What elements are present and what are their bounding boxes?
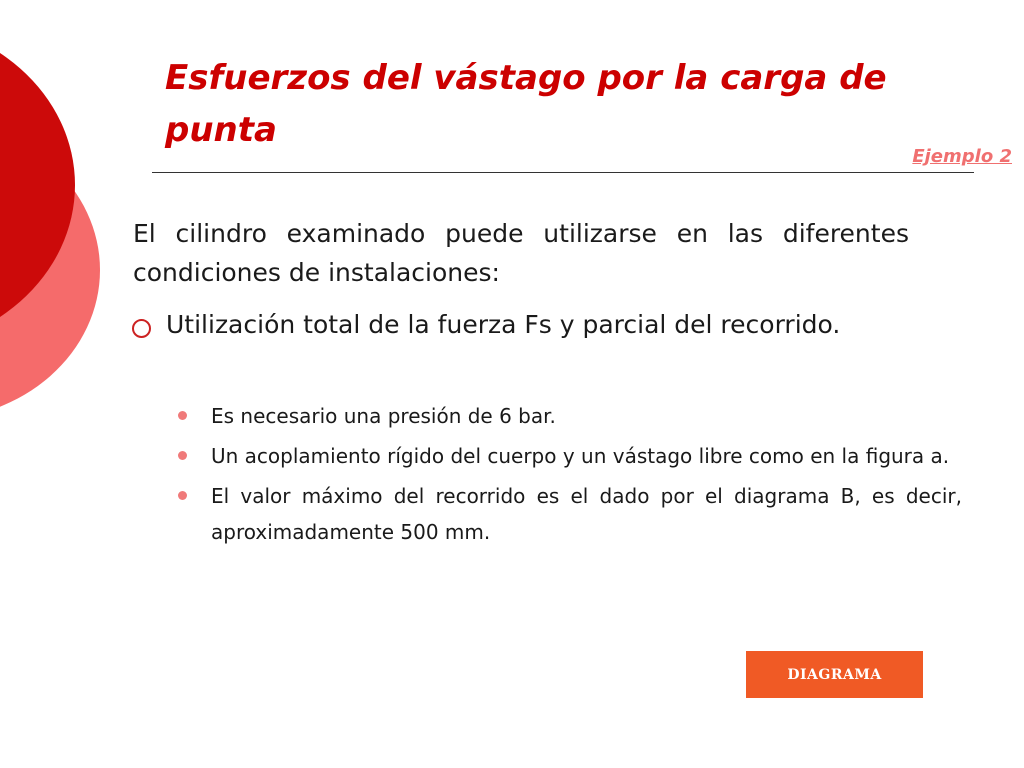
sub-bullet-text: Es necesario una presión de 6 bar.	[211, 404, 556, 428]
ring-bullet-icon	[132, 319, 151, 338]
dot-bullet-icon	[178, 491, 187, 500]
diagrama-button[interactable]: DIAGRAMA	[746, 651, 923, 698]
slide-title: Esfuerzos del vástago por la carga de punta	[165, 58, 887, 150]
sub-bullet-item	[178, 398, 962, 434]
bullet-text: Utilización total de la fuerza Fs y parcial del recorrido.	[166, 310, 841, 339]
sub-bullet-text: El valor máximo del recorrido es el dado por el diagrama B, es decir, aproximadamente 500 mm.	[211, 484, 962, 544]
example-label: Ejemplo 2	[912, 146, 1012, 167]
dot-bullet-icon	[178, 451, 187, 460]
dot-bullet-icon	[178, 411, 187, 420]
bullet-item	[132, 305, 962, 344]
sub-bullet-text: Un acoplamiento rígido del cuerpo y un vástago libre como en la figura a.	[211, 444, 950, 468]
sub-bullet-item	[178, 478, 962, 550]
sub-bullet-list	[178, 398, 962, 554]
intro-paragraph: El cilindro examinado puede utilizarse en las diferentes condiciones de instalaciones:	[133, 219, 909, 287]
title-divider	[152, 172, 974, 173]
sub-bullet-item	[178, 438, 962, 474]
